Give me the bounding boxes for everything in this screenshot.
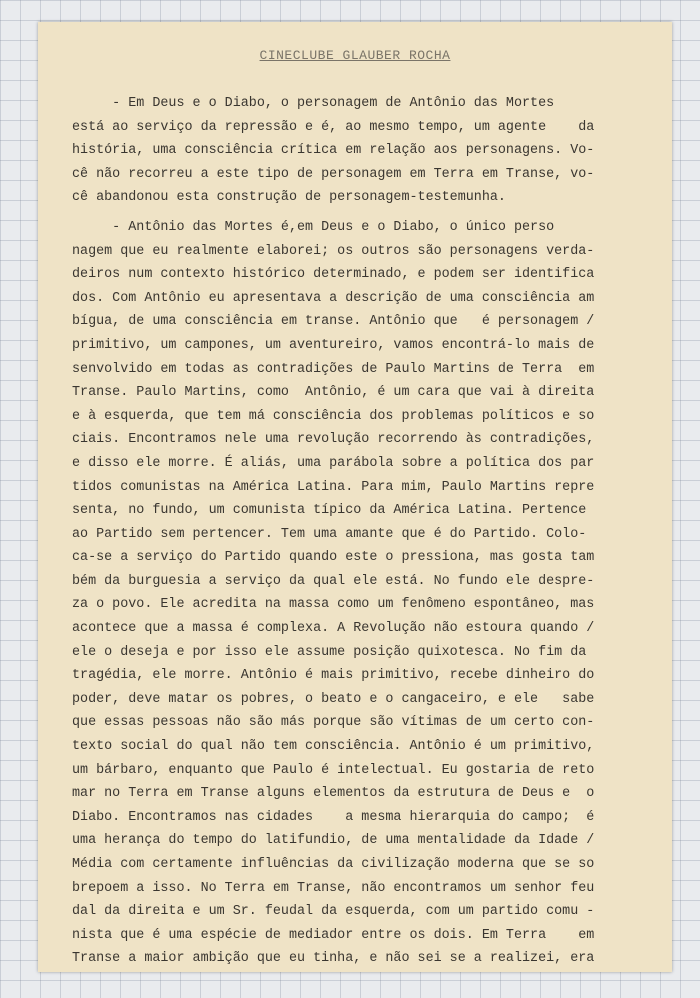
text-line: deiros num contexto histórico determinado, e podem ser identifica xyxy=(72,267,595,283)
text-line: cê não recorreu a este tipo de personagem em Terra em Transe, vo- xyxy=(72,166,595,182)
text-line: ciais. Encontramos nele uma revolução recorrendo às contradições, xyxy=(72,432,595,448)
text-line: senvolvido em todas as contradições de Paulo Martins de Terra em xyxy=(72,361,595,377)
text-line: nagem que eu realmente elaborei; os outros são personagens verda- xyxy=(72,243,595,259)
text-line: tragédia, ele morre. Antônio é mais primitivo, recebe dinheiro do xyxy=(72,668,595,684)
text-line: mar no Terra em Transe alguns elementos da estrutura de Deus e o xyxy=(72,786,595,802)
text-line: e à esquerda, que tem má consciência dos problemas políticos e so xyxy=(72,408,595,424)
text-line: história, uma consciência crítica em relação aos personagens. Vo- xyxy=(72,143,595,159)
text-line: Média com certamente influências da civilização moderna que se so xyxy=(72,857,595,872)
text-line: senta, no fundo, um comunista típico da América Latina. Pertence xyxy=(72,503,587,519)
text-line: ao Partido sem pertencer. Tem uma amante que é do Partido. Colo- xyxy=(72,526,587,542)
text-line: está ao serviço da repressão e é, ao mesmo tempo, um agente da xyxy=(72,119,595,135)
text-line: Transe. Paulo Martins, como Antônio, é um cara que vai à direita xyxy=(72,385,595,401)
text-line: texto social do qual não tem consciência. Antônio é um primitivo, xyxy=(72,739,595,755)
text-line: e disso ele morre. É aliás, uma parábola sobre a política dos par xyxy=(72,455,595,471)
text-line: nista que é uma espécie de mediador entre os dois. Em Terra em xyxy=(72,927,595,943)
text-line: um bárbaro, enquanto que Paulo é intelectual. Eu gostaria de reto xyxy=(72,762,595,778)
text-line: dos. Com Antônio eu apresentava a descrição de uma consciência am xyxy=(72,290,595,306)
text-line: brepoem a isso. No Terra em Transe, não encontramos um senhor feu xyxy=(72,880,595,896)
text-line: bígua, de uma consciência em transe. Antônio que é personagem / xyxy=(72,314,595,330)
text-line: ca-se a serviço do Partido quando este o pressiona, mas gosta tam xyxy=(72,550,595,566)
text-line: - Em Deus e o Diabo, o personagem de Antônio das Mortes xyxy=(72,96,555,111)
text-line: za o povo. Ele acredita na massa como um fenômeno espontâneo, mas xyxy=(72,597,595,613)
text-line: acontece que a massa é complexa. A Revolução não estoura quando / xyxy=(72,621,595,637)
text-line: Diabo. Encontramos nas cidades a mesma hierarquia do campo; é xyxy=(72,809,595,825)
text-line: Transe a maior ambição que eu tinha, e não sei se a realizei, era xyxy=(72,951,595,967)
text-line: ele o deseja e por isso ele assume posição quixotesca. No fim da xyxy=(72,644,587,660)
text-line: tidos comunistas na América Latina. Para mim, Paulo Martins repre xyxy=(72,479,595,495)
text-line: primitivo, um campones, um aventureiro, vamos encontrá-lo mais de xyxy=(72,337,595,353)
text-line: dal da direita e um Sr. feudal da esquerda, com um partido comu - xyxy=(72,904,595,920)
text-line: que essas pessoas não são más porque são vítimas de um certo con- xyxy=(72,715,595,731)
text-line: - Antônio das Mortes é,em Deus e o Diabo, o único perso xyxy=(72,219,555,235)
document-body xyxy=(72,92,642,971)
text-line: uma herança do tempo do latifundio, de uma mentalidade da Idade / xyxy=(72,833,595,849)
document-page xyxy=(38,22,672,972)
text-line: bém da burguesia a serviço da qual ele está. No fundo ele despre- xyxy=(72,573,595,589)
page-title: CINECLUBE GLAUBER ROCHA xyxy=(259,48,451,63)
text-line: poder, deve matar os pobres, o beato e o cangaceiro, e ele sabe xyxy=(72,691,595,707)
text-line: cê abandonou esta construção de personagem-testemunha. xyxy=(72,190,506,206)
